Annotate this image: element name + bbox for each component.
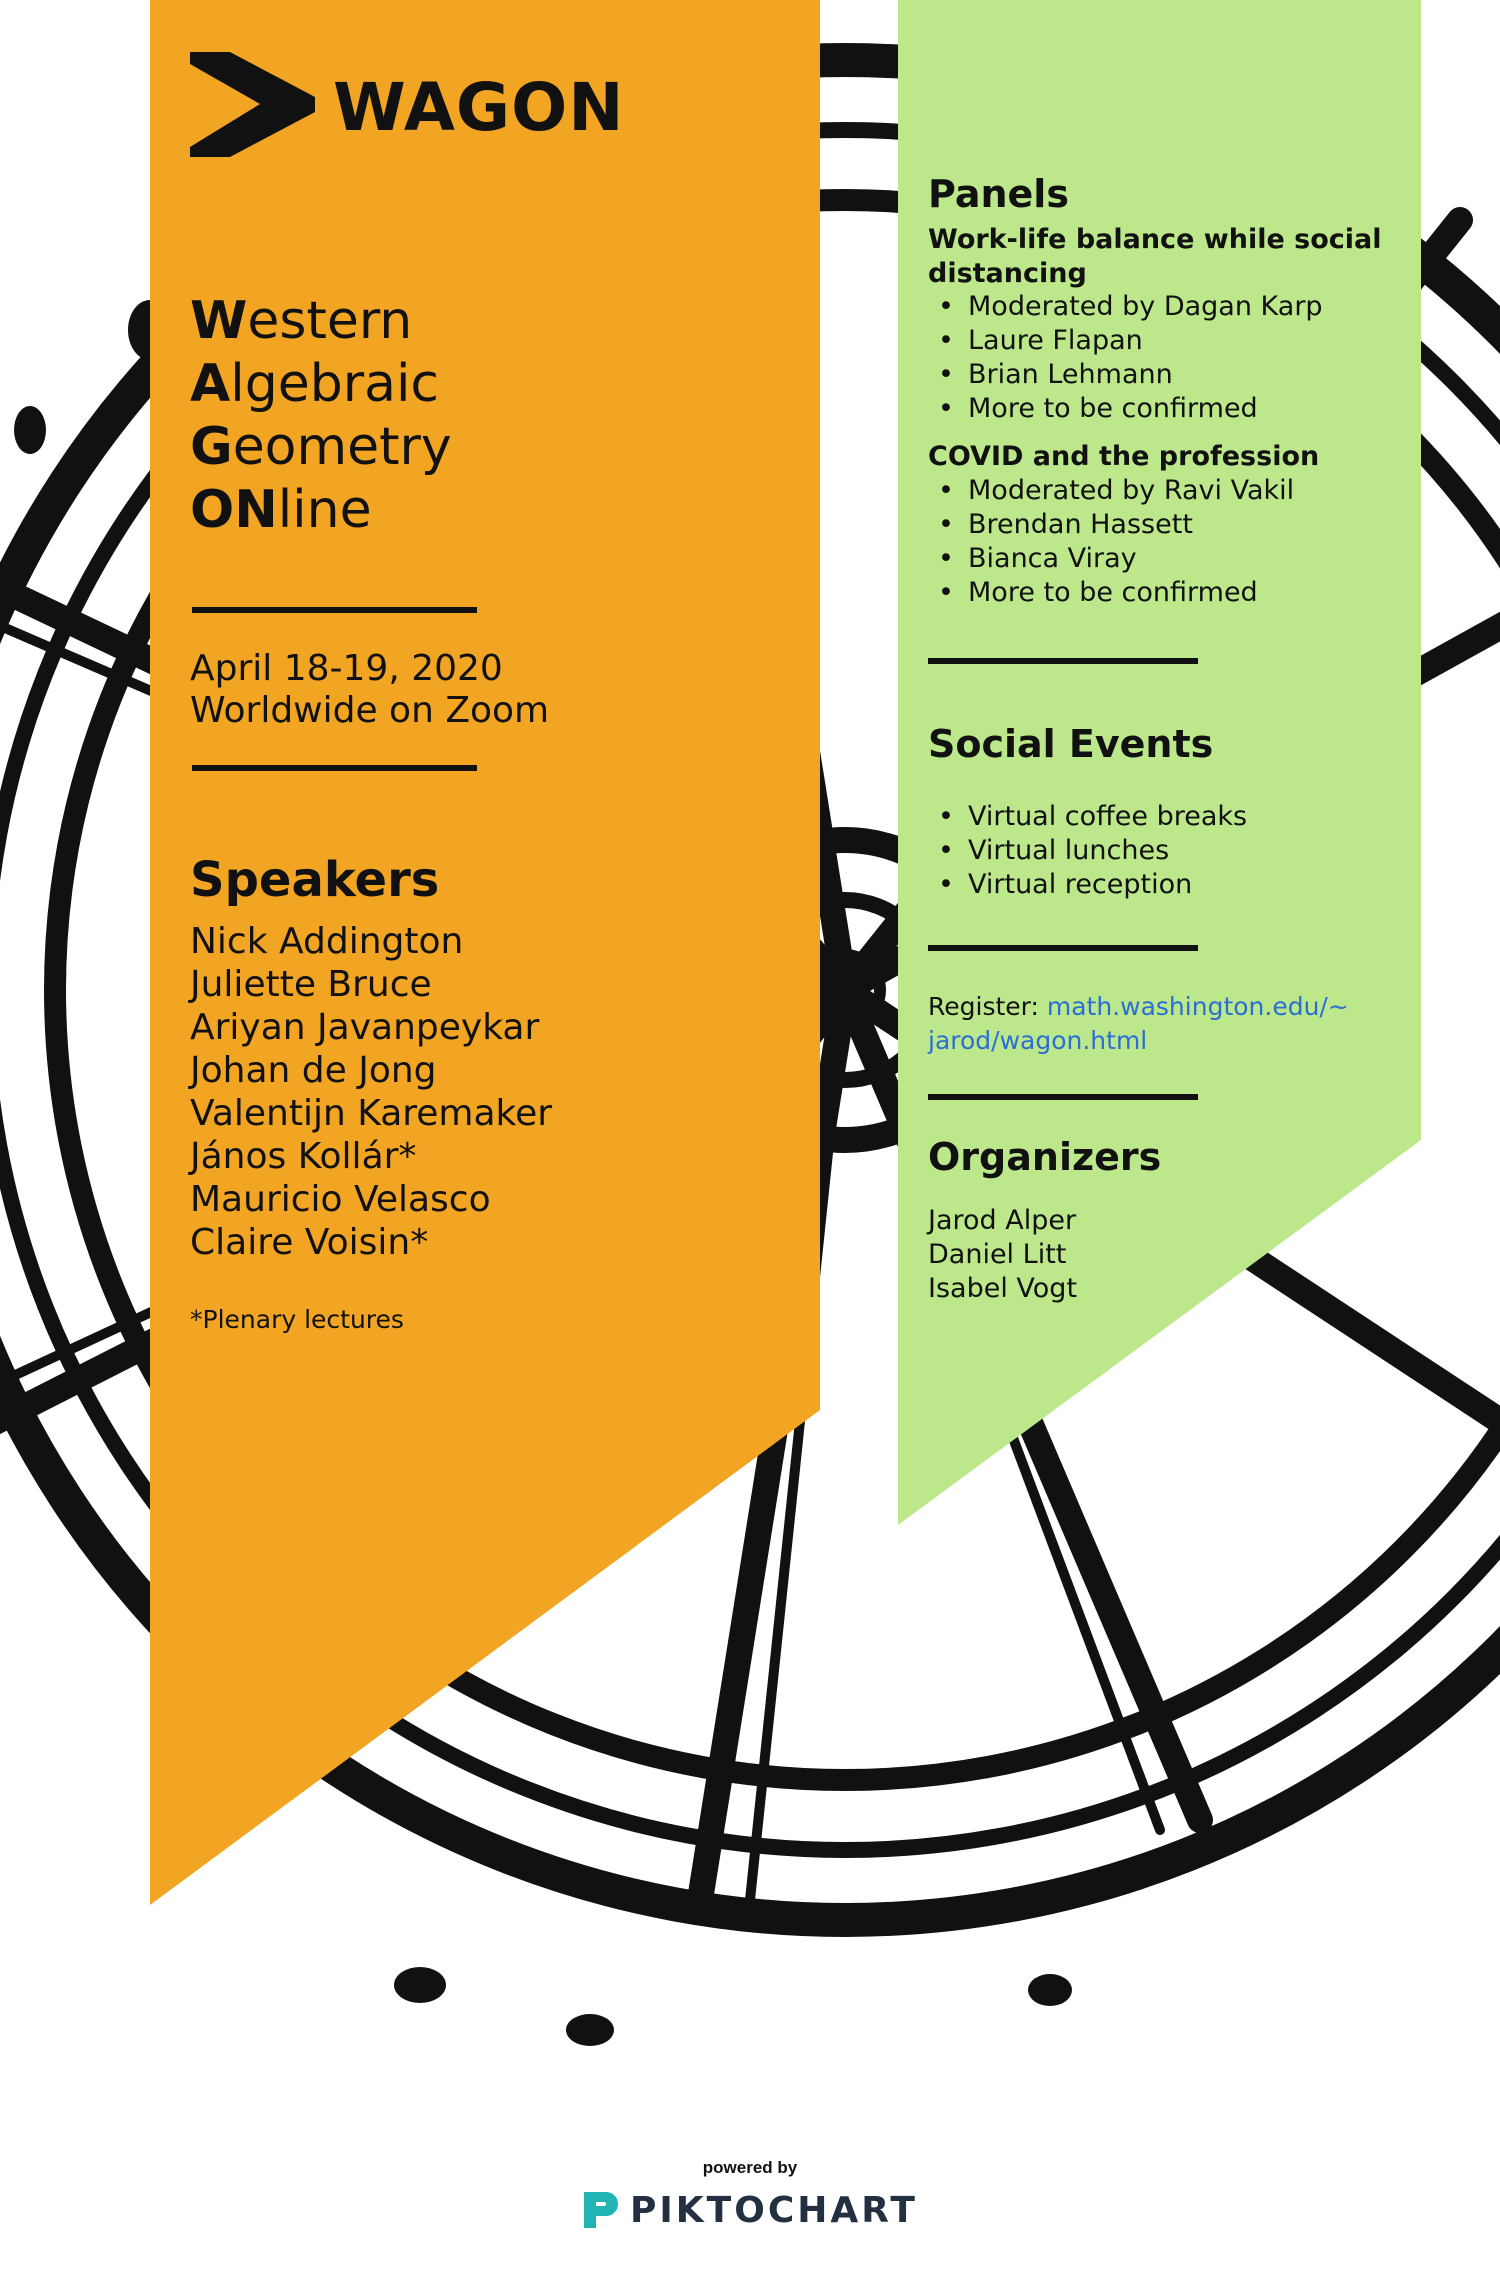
list-item: Isabel Vogt [928,1273,1078,1304]
piktochart-mark-icon [580,2188,620,2232]
divider [192,607,477,613]
list-item: • Moderated by Dagan Karp [928,290,1323,324]
powered-by-label: powered by [702,2158,798,2177]
list-item: Ariyan Javanpeykar [190,1007,540,1048]
list-item: • Virtual coffee breaks [928,800,1247,834]
list-item: Daniel Litt [928,1239,1067,1270]
logo [190,52,624,162]
event-info [190,648,549,732]
organizers-list [928,1204,1077,1306]
register-link[interactable]: math.washington.edu/~ [1046,992,1349,1021]
register-link-cont[interactable]: jarod/wagon.html [928,1026,1148,1055]
organizers-heading: Organizers [928,1135,1162,1179]
panels-heading: Panels [928,172,1069,216]
piktochart-wordmark: PIKTOCHART [630,2189,918,2231]
register-label: Register: [928,992,1047,1021]
acronym-line: Western [190,291,413,351]
list-item: János Kollár* [190,1136,417,1177]
list-item: • More to be confirmed [928,392,1323,426]
divider [928,658,1198,664]
list-item: • Virtual reception [928,868,1247,902]
chevron-logo-icon [190,52,315,162]
list-item: Nick Addington [190,921,464,962]
logo-title: WAGON [333,68,625,146]
panel-title: COVID and the profession [928,441,1320,472]
list-item: Claire Voisin* [190,1222,429,1263]
divider [928,1094,1198,1100]
acronym-line: Geometry [190,417,452,477]
list-item: Mauricio Velasco [190,1179,491,1220]
list-item: • Virtual lunches [928,834,1247,868]
event-date: April 18-19, 2020 [190,648,503,689]
divider [192,765,477,771]
panel-title: Work-life balance while social distancing [928,224,1382,289]
acronym-line: ONline [190,480,372,540]
list-item: Juliette Bruce [190,964,432,1005]
list-item: • Laure Flapan [928,324,1323,358]
acronym-block [190,290,452,542]
event-location: Worldwide on Zoom [190,690,550,731]
social-list [928,800,1247,902]
list-item: Johan de Jong [190,1050,437,1091]
acronym-line: Algebraic [190,354,439,414]
register-block [928,990,1349,1058]
list-item: • Moderated by Ravi Vakil [928,474,1294,508]
speakers-footnote: *Plenary lectures [190,1305,404,1334]
piktochart-logo[interactable] [580,2188,918,2232]
panel-members [928,290,1323,426]
list-item: • Brian Lehmann [928,358,1323,392]
speakers-heading: Speakers [190,852,440,908]
speakers-list [190,920,552,1264]
list-item: • Bianca Viray [928,542,1294,576]
panel-members [928,474,1294,610]
list-item: • Brendan Hassett [928,508,1294,542]
list-item: • More to be confirmed [928,576,1294,610]
list-item: Valentijn Karemaker [190,1093,553,1134]
social-heading: Social Events [928,722,1214,766]
divider [928,945,1198,951]
list-item: Jarod Alper [928,1205,1077,1236]
